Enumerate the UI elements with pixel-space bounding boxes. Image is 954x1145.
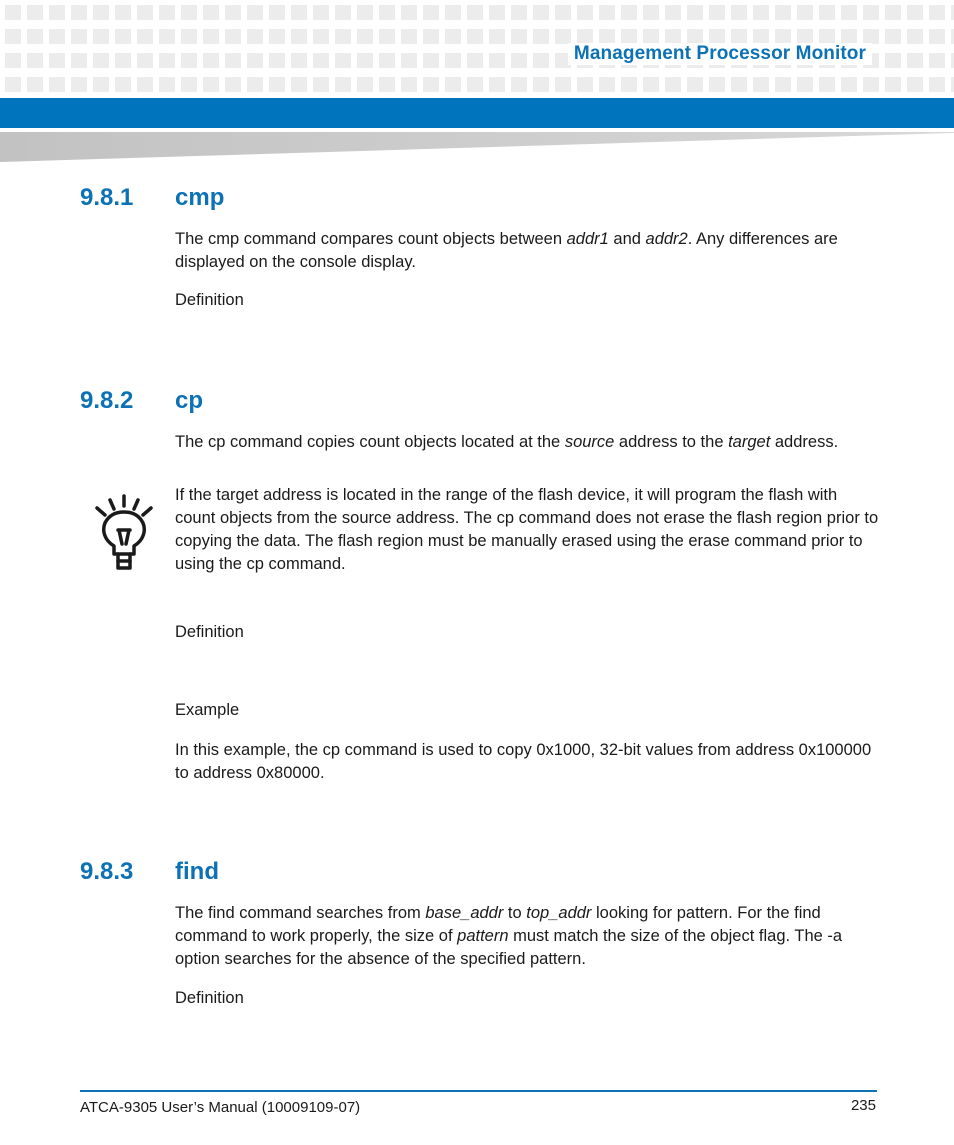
pattern-square bbox=[577, 5, 593, 20]
pattern-square bbox=[533, 77, 549, 92]
pattern-square bbox=[577, 77, 593, 92]
pattern-square bbox=[269, 29, 285, 44]
pattern-square bbox=[5, 77, 21, 92]
pattern-square bbox=[203, 5, 219, 20]
pattern-square bbox=[5, 29, 21, 44]
pattern-square bbox=[423, 5, 439, 20]
pattern-square bbox=[93, 29, 109, 44]
pattern-square bbox=[357, 29, 373, 44]
pattern-square bbox=[335, 77, 351, 92]
pattern-square bbox=[357, 77, 373, 92]
pattern-square bbox=[5, 5, 21, 20]
pattern-square bbox=[907, 5, 923, 20]
pattern-square bbox=[467, 53, 483, 68]
header-wedge bbox=[0, 132, 954, 162]
pattern-square bbox=[885, 5, 901, 20]
pattern-square bbox=[225, 53, 241, 68]
pattern-square bbox=[643, 5, 659, 20]
pattern-square bbox=[577, 29, 593, 44]
pattern-square bbox=[49, 77, 65, 92]
pattern-square bbox=[665, 29, 681, 44]
text-run: The cp command copies count objects located at the bbox=[175, 433, 565, 451]
section-paragraph-find bbox=[175, 902, 880, 971]
pattern-square bbox=[687, 29, 703, 44]
pattern-square bbox=[621, 29, 637, 44]
pattern-square bbox=[93, 77, 109, 92]
section-number: 9.8.3 bbox=[80, 858, 134, 885]
example-text: In this example, the cp command is used to copy 0x1000, 32-bit values from address 0x100000 to address 0x80000. bbox=[175, 741, 872, 782]
pattern-square bbox=[687, 5, 703, 20]
pattern-square bbox=[313, 77, 329, 92]
section-title: cp bbox=[175, 387, 204, 414]
pattern-square bbox=[379, 5, 395, 20]
pattern-square bbox=[269, 53, 285, 68]
definition-label: Definition bbox=[175, 291, 244, 309]
pattern-square bbox=[71, 77, 87, 92]
pattern-square bbox=[797, 29, 813, 44]
header-title: Management Processor Monitor bbox=[568, 43, 872, 65]
pattern-square bbox=[511, 5, 527, 20]
pattern-square bbox=[247, 5, 263, 20]
pattern-square bbox=[709, 29, 725, 44]
pattern-square bbox=[489, 5, 505, 20]
pattern-square bbox=[445, 53, 461, 68]
param-name: target bbox=[728, 433, 771, 451]
footer-manual-title: ATCA-9305 User’s Manual (10009109-07) bbox=[80, 1099, 361, 1116]
pattern-square bbox=[731, 29, 747, 44]
pattern-square bbox=[401, 29, 417, 44]
pattern-square bbox=[445, 77, 461, 92]
pattern-square bbox=[269, 77, 285, 92]
pattern-square bbox=[181, 5, 197, 20]
pattern-square bbox=[49, 29, 65, 44]
pattern-square bbox=[159, 77, 175, 92]
pattern-square bbox=[401, 77, 417, 92]
section-heading-cp bbox=[80, 387, 203, 415]
pattern-square bbox=[643, 77, 659, 92]
text-run: The find command searches from bbox=[175, 904, 426, 922]
pattern-square bbox=[797, 77, 813, 92]
pattern-square bbox=[291, 77, 307, 92]
text-run: address. bbox=[770, 433, 839, 451]
pattern-square bbox=[203, 29, 219, 44]
pattern-square bbox=[203, 53, 219, 68]
pattern-square bbox=[115, 77, 131, 92]
pattern-square bbox=[489, 53, 505, 68]
pattern-square bbox=[225, 77, 241, 92]
pattern-square bbox=[885, 29, 901, 44]
pattern-square bbox=[687, 77, 703, 92]
param-name: base_addr bbox=[425, 904, 504, 922]
pattern-square bbox=[819, 5, 835, 20]
pattern-square bbox=[885, 53, 901, 68]
pattern-square bbox=[181, 53, 197, 68]
pattern-square bbox=[291, 29, 307, 44]
pattern-square bbox=[599, 29, 615, 44]
pattern-square bbox=[533, 53, 549, 68]
pattern-square bbox=[533, 5, 549, 20]
param-name: addr1 bbox=[566, 230, 609, 248]
pattern-square bbox=[709, 77, 725, 92]
section-number: 9.8.1 bbox=[80, 184, 134, 211]
pattern-square bbox=[489, 29, 505, 44]
pattern-square bbox=[709, 5, 725, 20]
pattern-square bbox=[445, 5, 461, 20]
pattern-square bbox=[731, 77, 747, 92]
pattern-square bbox=[599, 5, 615, 20]
pattern-square bbox=[379, 53, 395, 68]
pattern-square bbox=[841, 77, 857, 92]
pattern-square bbox=[49, 53, 65, 68]
pattern-square bbox=[203, 77, 219, 92]
pattern-square bbox=[467, 29, 483, 44]
pattern-square bbox=[819, 29, 835, 44]
param-name: top_addr bbox=[526, 904, 592, 922]
pattern-square bbox=[27, 77, 43, 92]
pattern-square bbox=[93, 53, 109, 68]
footer-rule bbox=[80, 1090, 877, 1092]
section-paragraph-cmp bbox=[175, 228, 880, 274]
pattern-square bbox=[159, 53, 175, 68]
page-number: 235 bbox=[850, 1097, 876, 1114]
pattern-square bbox=[181, 77, 197, 92]
pattern-square bbox=[885, 77, 901, 92]
pattern-square bbox=[247, 77, 263, 92]
pattern-square bbox=[621, 5, 637, 20]
pattern-square bbox=[401, 5, 417, 20]
pattern-square bbox=[863, 77, 879, 92]
pattern-square bbox=[907, 53, 923, 68]
pattern-square bbox=[775, 29, 791, 44]
pattern-square bbox=[533, 29, 549, 44]
definition-label: Definition bbox=[175, 989, 244, 1007]
text-run: and bbox=[608, 230, 646, 248]
lightbulb-icon bbox=[92, 492, 156, 576]
section-number: 9.8.2 bbox=[80, 387, 134, 414]
pattern-square bbox=[181, 29, 197, 44]
pattern-square bbox=[291, 5, 307, 20]
pattern-square bbox=[929, 29, 945, 44]
tip-text: If the target address is located in the range of the flash device, it will program the flash with count objects from the source address. The cp command does not erase the flash region prior to copying the data. The flash region must be manually erased using the erase command prior to using the cp command. bbox=[175, 486, 879, 573]
pattern-square bbox=[379, 77, 395, 92]
header-bar bbox=[0, 98, 954, 128]
pattern-square bbox=[115, 5, 131, 20]
text-run: looking for pattern. For the find command to work properly, the size of bbox=[175, 904, 821, 945]
pattern-square bbox=[115, 53, 131, 68]
section-title: cmp bbox=[175, 184, 225, 211]
pattern-square bbox=[71, 5, 87, 20]
pattern-square bbox=[137, 77, 153, 92]
pattern-square bbox=[775, 5, 791, 20]
pattern-square bbox=[225, 5, 241, 20]
pattern-square bbox=[731, 5, 747, 20]
pattern-square bbox=[489, 77, 505, 92]
pattern-square bbox=[27, 29, 43, 44]
pattern-square bbox=[335, 29, 351, 44]
pattern-square bbox=[775, 77, 791, 92]
pattern-square bbox=[27, 5, 43, 20]
pattern-square bbox=[313, 29, 329, 44]
example-label: Example bbox=[175, 701, 240, 719]
text-run: . Any differences are displayed on the console display. bbox=[175, 230, 838, 271]
pattern-square bbox=[357, 53, 373, 68]
pattern-square bbox=[247, 53, 263, 68]
pattern-square bbox=[335, 5, 351, 20]
text-run: must match the size of the object flag. The -a option searches for the absence of the specified pattern. bbox=[175, 927, 843, 968]
pattern-square bbox=[159, 5, 175, 20]
section-paragraph-cp bbox=[175, 431, 880, 454]
pattern-square bbox=[401, 53, 417, 68]
pattern-square bbox=[71, 29, 87, 44]
pattern-square bbox=[49, 5, 65, 20]
pattern-square bbox=[247, 29, 263, 44]
pattern-square bbox=[313, 53, 329, 68]
param-name: pattern bbox=[457, 927, 509, 945]
pattern-square bbox=[863, 5, 879, 20]
pattern-square bbox=[929, 5, 945, 20]
pattern-square bbox=[511, 53, 527, 68]
pattern-square bbox=[93, 5, 109, 20]
pattern-square bbox=[819, 77, 835, 92]
section-title: find bbox=[175, 858, 219, 885]
pattern-square bbox=[423, 29, 439, 44]
text-run: address to the bbox=[614, 433, 729, 451]
pattern-square bbox=[379, 29, 395, 44]
pattern-square bbox=[445, 29, 461, 44]
pattern-square bbox=[797, 5, 813, 20]
pattern-square bbox=[753, 5, 769, 20]
param-name: source bbox=[564, 433, 615, 451]
pattern-square bbox=[423, 77, 439, 92]
pattern-square bbox=[71, 53, 87, 68]
pattern-square bbox=[291, 53, 307, 68]
pattern-square bbox=[929, 53, 945, 68]
pattern-square bbox=[753, 77, 769, 92]
pattern-square bbox=[423, 53, 439, 68]
pattern-square bbox=[27, 53, 43, 68]
section-heading-cmp bbox=[80, 184, 224, 212]
pattern-square bbox=[467, 77, 483, 92]
pattern-square bbox=[621, 77, 637, 92]
pattern-square bbox=[225, 29, 241, 44]
definition-label: Definition bbox=[175, 623, 244, 641]
pattern-square bbox=[907, 29, 923, 44]
pattern-square bbox=[137, 29, 153, 44]
pattern-square bbox=[929, 77, 945, 92]
pattern-square bbox=[137, 5, 153, 20]
pattern-square bbox=[841, 29, 857, 44]
pattern-square bbox=[511, 77, 527, 92]
pattern-square bbox=[313, 5, 329, 20]
pattern-square bbox=[841, 5, 857, 20]
pattern-square bbox=[555, 77, 571, 92]
pattern-square bbox=[863, 29, 879, 44]
pattern-square bbox=[357, 5, 373, 20]
pattern-square bbox=[665, 5, 681, 20]
pattern-square bbox=[159, 29, 175, 44]
text-run: to bbox=[503, 904, 527, 922]
pattern-square bbox=[5, 53, 21, 68]
pattern-square bbox=[335, 53, 351, 68]
pattern-square bbox=[511, 29, 527, 44]
pattern-square bbox=[599, 77, 615, 92]
pattern-square bbox=[665, 77, 681, 92]
pattern-square bbox=[907, 77, 923, 92]
pattern-square bbox=[753, 29, 769, 44]
pattern-square bbox=[115, 29, 131, 44]
pattern-square bbox=[555, 29, 571, 44]
pattern-square bbox=[269, 5, 285, 20]
pattern-square bbox=[643, 29, 659, 44]
section-heading-find bbox=[80, 858, 219, 886]
pattern-square bbox=[555, 5, 571, 20]
param-name: addr2 bbox=[645, 230, 688, 248]
pattern-square bbox=[137, 53, 153, 68]
text-run: The cmp command compares count objects between bbox=[175, 230, 567, 248]
pattern-square bbox=[467, 5, 483, 20]
